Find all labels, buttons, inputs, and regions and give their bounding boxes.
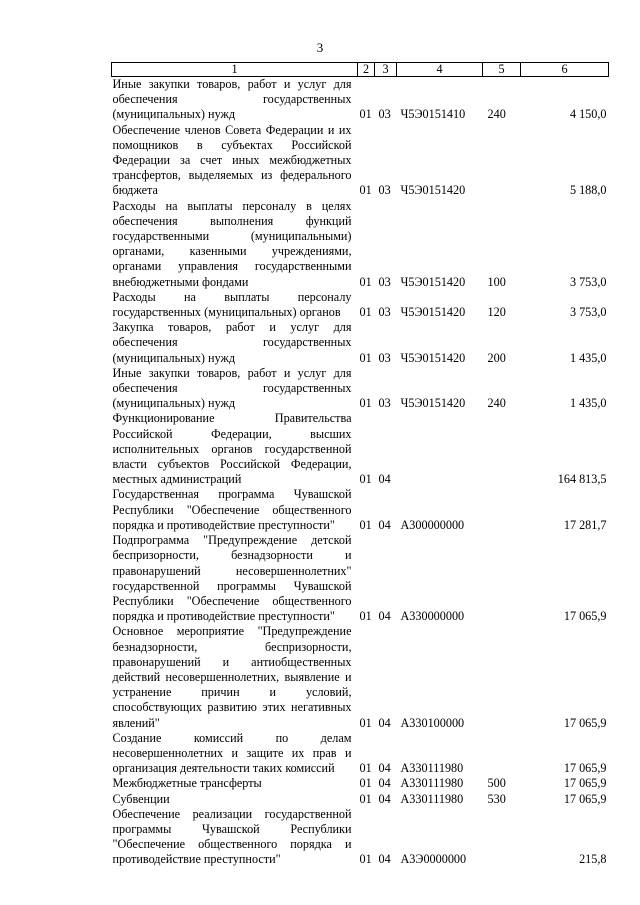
section-code: 01 [359,791,372,806]
table-header-row [112,63,609,77]
subsection-code: 04 [378,791,391,806]
expense-type-code: 120 [487,305,506,320]
header-col-5: 5 [483,63,521,77]
header-col-6: 6 [521,63,609,77]
target-article-code: А330000000 [400,609,465,624]
item-name: Расходы на выплаты персоналу в целях обеспечения выполнения функций государственными (муниципальными) органами, казенными учреждениями, органами управления государственными внебюджетными фондами [112,198,352,289]
expense-type-code: 200 [487,350,506,365]
expense-type-code [483,731,521,777]
target-article-code: Ч5Э0151420 [400,396,466,411]
target-article-code: А3Э0000000 [400,852,467,867]
table-row [112,199,609,290]
expense-type-code: 240 [487,396,506,411]
target-article-code: Ч5Э0151420 [400,274,466,289]
subsection-code: 04 [378,609,391,624]
section-code: 01 [359,609,372,624]
table-row [112,411,609,487]
subsection-code: 04 [378,852,391,867]
amount: 17 065,9 [563,715,607,730]
subsection-code: 03 [378,350,391,365]
target-article-code: Ч5Э0151420 [400,183,466,198]
table-row [112,792,609,807]
expense-type-code [483,807,521,868]
amount: 5 188,0 [569,183,607,198]
table-row [112,487,609,533]
table-row [112,77,609,123]
target-article-code: А330111980 [400,761,464,776]
table-row [112,366,609,412]
header-col-1: 1 [112,63,358,77]
item-name: Государственная программа Чувашской Республики "Обеспечение общественного порядка и противодействие преступности" [112,487,352,532]
amount: 164 813,5 [557,472,607,487]
subsection-code: 03 [378,107,391,122]
target-article-code: Ч5Э0151410 [400,107,466,122]
amount: 17 065,9 [563,776,607,791]
item-name: Подпрограмма "Предупреждение детской беспризорности, безнадзорности и правонарушений несовершеннолетних" государственной программы Чувашской Республики "Обеспечение общественного порядка и противодействие преступности" [112,533,352,624]
amount: 3 753,0 [569,274,607,289]
table-row [112,624,609,730]
target-article-code: А330111980 [400,776,464,791]
expense-type-code [483,123,521,199]
subsection-code: 03 [378,274,391,289]
section-code: 01 [359,472,372,487]
section-code: 01 [359,183,372,198]
section-code: 01 [359,350,372,365]
item-name: Закупка товаров, работ и услуг для обеспечения государственных (муниципальных) нужд [112,320,352,365]
section-code: 01 [359,305,372,320]
table-row [112,290,609,320]
header-col-4: 4 [397,63,483,77]
item-name: Функционирование Правительства Российской Федерации, высших исполнительных органов государственной власти субъектов Российской Федерации, местных администраций [112,411,352,487]
expense-type-code [483,487,521,533]
expense-type-code: 530 [487,791,506,806]
expense-type-code: 240 [487,107,506,122]
target-article-code [397,411,483,487]
subsection-code: 04 [378,517,391,532]
subsection-code: 03 [378,305,391,320]
table-row [112,776,609,791]
budget-table [111,62,609,868]
item-name: Иные закупки товаров, работ и услуг для обеспечения государственных (муниципальных) нужд [112,77,352,122]
expense-type-code: 500 [487,776,506,791]
page-number: 3 [316,40,324,55]
item-name: Субвенции [112,791,170,806]
expense-type-code [483,411,521,487]
section-code: 01 [359,776,372,791]
target-article-code: А300000000 [400,517,465,532]
item-name: Создание комиссий по делам несовершеннолетних и защите их прав и организация деятельности таких комиссий [112,730,352,776]
amount: 17 065,9 [563,609,607,624]
header-col-3: 3 [375,63,397,77]
subsection-code: 03 [378,183,391,198]
amount: 215,8 [579,852,607,867]
section-code: 01 [359,274,372,289]
subsection-code: 04 [378,776,391,791]
section-code: 01 [359,715,372,730]
target-article-code: А330100000 [400,715,465,730]
section-code: 01 [359,396,372,411]
target-article-code: А330111980 [400,791,464,806]
section-code: 01 [359,107,372,122]
item-name: Основное мероприятие "Предупреждение безнадзорности, беспризорности, правонарушений и антиобщественных действий несовершеннолетних, выявление и устранение причин и условий, способствующих развитию этих негативных явлений" [112,624,352,730]
target-article-code: Ч5Э0151420 [400,305,466,320]
table-row [112,807,609,868]
header-col-2: 2 [358,63,375,77]
subsection-code: 04 [378,761,391,776]
item-name: Межбюджетные трансферты [112,776,262,791]
expense-type-code [483,624,521,730]
section-code: 01 [359,761,372,776]
amount: 1 435,0 [569,350,607,365]
subsection-code: 03 [378,396,391,411]
item-name: Обеспечение реализации государственной программы Чувашской Республики "Обеспечение общественного порядка и противодействие преступности" [112,806,352,867]
subsection-code: 04 [378,715,391,730]
section-code: 01 [359,517,372,532]
target-article-code: Ч5Э0151420 [400,350,466,365]
amount: 17 281,7 [563,517,607,532]
item-name: Иные закупки товаров, работ и услуг для обеспечения государственных (муниципальных) нужд [112,365,352,411]
table-row [112,320,609,366]
amount: 1 435,0 [569,396,607,411]
table-row [112,123,609,199]
expense-type-code: 100 [487,274,506,289]
amount: 17 065,9 [563,791,607,806]
expense-type-code [483,533,521,624]
section-code: 01 [359,852,372,867]
amount: 3 753,0 [569,305,607,320]
amount: 4 150,0 [569,107,607,122]
table-row [112,533,609,624]
subsection-code: 04 [378,472,391,487]
item-name: Обеспечение членов Совета Федерации и их помощников в субъектах Российской Федерации за счет иных межбюджетных трансфертов, выделяемых из федерального бюджета [112,122,352,198]
amount: 17 065,9 [563,761,607,776]
item-name: Расходы на выплаты персоналу государственных (муниципальных) органов [112,289,352,320]
table-row [112,731,609,777]
